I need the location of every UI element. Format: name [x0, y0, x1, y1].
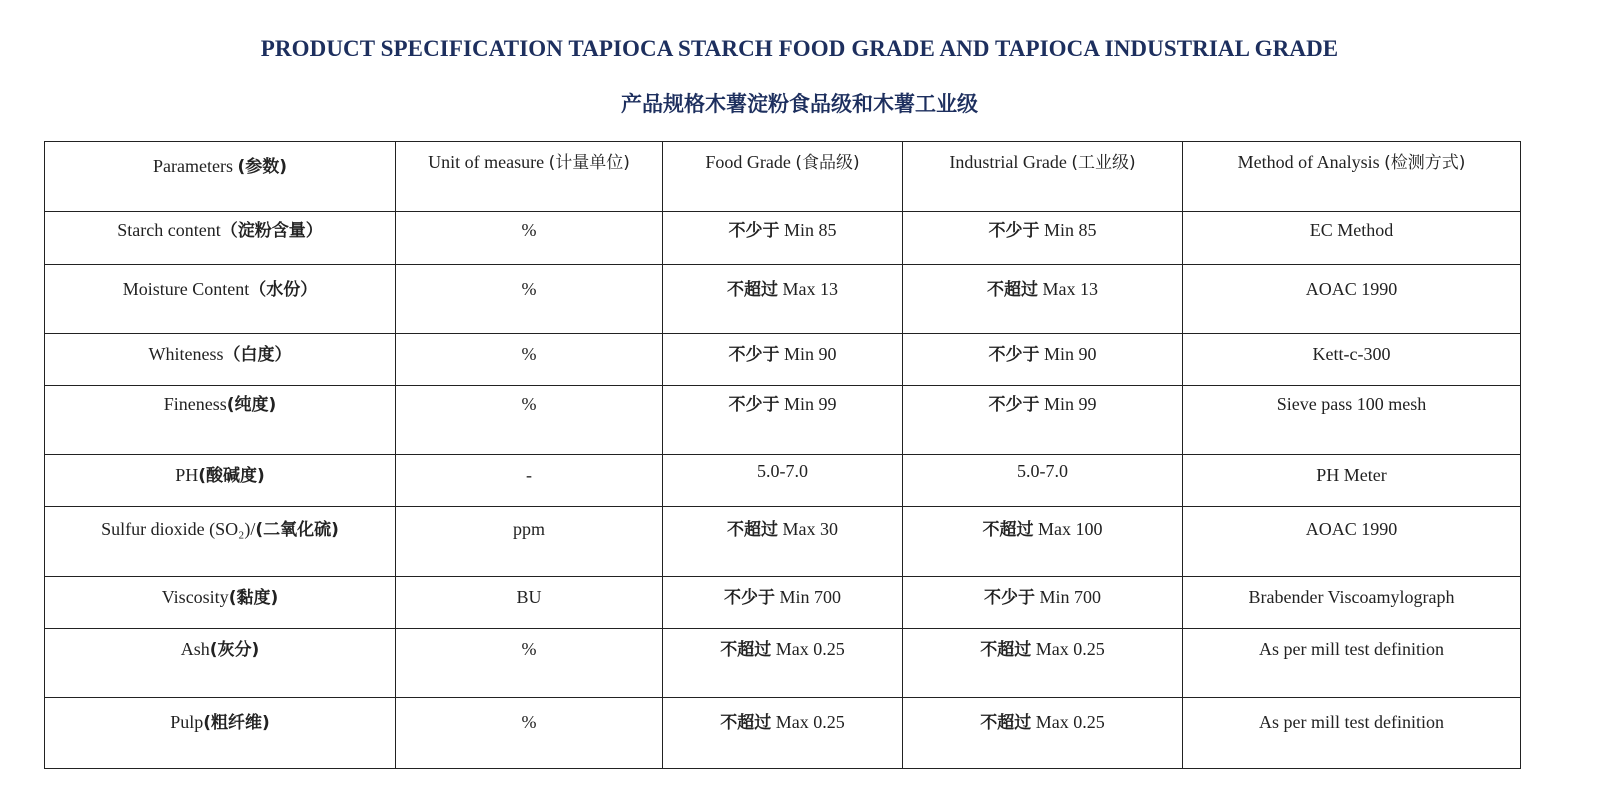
- parameter-name: Viscosity: [161, 586, 229, 607]
- parameter-name-zh: （白度）: [223, 345, 292, 366]
- parameter-name: Whiteness: [148, 344, 224, 365]
- header-food-grade: [663, 142, 903, 212]
- header-label-zh: (工业级): [1071, 153, 1136, 173]
- header-label-zh: (食品级): [795, 153, 860, 173]
- industrial-grade-value: Max 0.25: [1035, 638, 1105, 659]
- industrial-grade-cell: [903, 265, 1183, 334]
- method-value: EC Method: [1309, 220, 1394, 240]
- food-grade-cell: [663, 576, 903, 628]
- food-grade-value: Max 13: [782, 279, 838, 300]
- parameter-name: Fineness: [163, 394, 227, 415]
- header-label-zh: (计量单位): [548, 153, 630, 173]
- industrial-grade-cell: [903, 334, 1183, 386]
- parameter-name: Sulfur dioxide (SO₂)/: [101, 519, 256, 540]
- method-cell: [1183, 455, 1521, 507]
- parameter-name: Ash: [180, 638, 210, 659]
- industrial-grade-value: Max 0.25: [1035, 711, 1105, 732]
- industrial-grade-qualifier: 不超过: [980, 712, 1032, 733]
- industrial-grade-value: Min 85: [1043, 220, 1097, 240]
- parameter-name-zh: (酸碱度): [198, 466, 265, 487]
- method-value: AOAC 1990: [1305, 519, 1398, 540]
- parameter-cell: [45, 455, 396, 507]
- industrial-grade-value: Min 90: [1043, 344, 1097, 365]
- table-row: [45, 212, 1521, 265]
- header-method: [1183, 142, 1521, 212]
- parameter-name: Moisture Content: [122, 279, 250, 300]
- document-subtitle: 产品规格木薯淀粉食品级和木薯工业级: [621, 92, 978, 116]
- table-row: [45, 265, 1521, 334]
- method-value: Kett-c-300: [1312, 344, 1391, 365]
- parameter-cell: [45, 628, 396, 697]
- unit-value: %: [521, 279, 537, 300]
- food-grade-cell: [663, 265, 903, 334]
- food-grade-cell: [663, 628, 903, 697]
- unit-value: %: [521, 711, 537, 732]
- specification-table: [44, 141, 1521, 769]
- method-cell: [1183, 507, 1521, 576]
- food-grade-qualifier: 不超过: [727, 280, 778, 301]
- unit-cell: [396, 697, 663, 768]
- food-grade-cell: [663, 334, 903, 386]
- table-row: [45, 697, 1521, 768]
- industrial-grade-cell: [903, 212, 1183, 265]
- header-label: Method of Analysis: [1237, 152, 1380, 172]
- parameter-name-zh: （水份）: [249, 280, 318, 301]
- parameter-name-zh: (黏度): [228, 587, 279, 608]
- method-value: Brabender Viscoamylograph: [1248, 586, 1455, 607]
- unit-value: ppm: [512, 519, 545, 540]
- industrial-grade-qualifier: 不超过: [987, 280, 1038, 301]
- method-cell: [1183, 265, 1521, 334]
- food-grade-qualifier: 不少于: [728, 221, 780, 241]
- industrial-grade-value: Min 700: [1039, 586, 1101, 607]
- parameter-cell: [45, 576, 396, 628]
- header-unit: [396, 142, 663, 212]
- parameter-name-zh: (灰分): [209, 639, 260, 660]
- table-row: [45, 628, 1521, 697]
- parameter-name-zh: (二氧化硫): [255, 520, 339, 541]
- method-cell: [1183, 697, 1521, 768]
- method-cell: [1183, 212, 1521, 265]
- unit-value: %: [521, 220, 537, 240]
- industrial-grade-cell: [903, 697, 1183, 768]
- food-grade-qualifier: 不超过: [720, 712, 772, 733]
- food-grade-value: Max 30: [782, 519, 838, 540]
- food-grade-value: Max 0.25: [775, 711, 845, 732]
- food-grade-qualifier: 不少于: [723, 587, 775, 608]
- parameter-name-zh: （淀粉含量）: [220, 221, 323, 241]
- table-row: [45, 334, 1521, 386]
- unit-value: BU: [516, 586, 542, 607]
- industrial-grade-value: Max 100: [1038, 519, 1103, 540]
- parameter-cell: [45, 697, 396, 768]
- food-grade-cell: [663, 507, 903, 576]
- food-grade-qualifier: 不超过: [727, 520, 778, 541]
- table-row: [45, 507, 1521, 576]
- unit-value: %: [521, 344, 537, 365]
- parameter-name: Starch content: [117, 220, 221, 240]
- parameter-cell: [45, 265, 396, 334]
- industrial-grade-qualifier: 不少于: [983, 587, 1035, 608]
- food-grade-qualifier: 不超过: [720, 639, 772, 660]
- header-label-zh: (参数): [237, 157, 287, 177]
- industrial-grade-qualifier: 不少于: [988, 345, 1040, 366]
- unit-cell: [396, 212, 663, 265]
- method-cell: [1183, 628, 1521, 697]
- header-label: Unit of measure: [428, 152, 545, 172]
- method-value: As per mill test definition: [1259, 638, 1444, 659]
- food-grade-qualifier: 不少于: [728, 345, 780, 366]
- header-industrial-grade: [903, 142, 1183, 212]
- method-cell: [1183, 576, 1521, 628]
- food-grade-value: Min 90: [783, 344, 837, 365]
- industrial-grade-cell: [903, 386, 1183, 455]
- method-value: Sieve pass 100 mesh: [1276, 394, 1427, 415]
- table-row: [45, 386, 1521, 455]
- header-label: Parameters: [152, 156, 233, 176]
- unit-value: -: [526, 465, 532, 486]
- document-title: PRODUCT SPECIFICATION TAPIOCA STARCH FOOD GRADE AND TAPIOCA INDUSTRIAL GRADE: [260, 36, 1339, 61]
- food-grade-cell: [663, 697, 903, 768]
- industrial-grade-qualifier: 不少于: [988, 221, 1040, 241]
- unit-cell: [396, 507, 663, 576]
- industrial-grade-qualifier: 不少于: [988, 395, 1040, 416]
- header-label: Industrial Grade: [949, 152, 1067, 172]
- unit-cell: [396, 455, 663, 507]
- industrial-grade-value: Min 99: [1043, 394, 1097, 415]
- industrial-grade-value: 5.0-7.0: [1017, 461, 1068, 482]
- parameter-name: PH: [175, 465, 199, 486]
- food-grade-cell: [663, 212, 903, 265]
- header-parameters: [45, 142, 396, 212]
- industrial-grade-cell: [903, 576, 1183, 628]
- industrial-grade-cell: [903, 507, 1183, 576]
- industrial-grade-qualifier: 不超过: [982, 520, 1034, 541]
- unit-cell: [396, 386, 663, 455]
- food-grade-cell: [663, 455, 903, 507]
- table-row: [45, 455, 1521, 507]
- unit-cell: [396, 576, 663, 628]
- header-label-zh: (检测方式): [1384, 153, 1466, 173]
- parameter-name-zh: (粗纤维): [203, 712, 270, 733]
- food-grade-value: 5.0-7.0: [757, 461, 808, 482]
- method-value: As per mill test definition: [1259, 711, 1444, 732]
- food-grade-cell: [663, 386, 903, 455]
- method-cell: [1183, 386, 1521, 455]
- unit-value: %: [521, 638, 537, 659]
- food-grade-value: Max 0.25: [775, 638, 845, 659]
- unit-cell: [396, 628, 663, 697]
- parameter-cell: [45, 386, 396, 455]
- header-label: Food Grade: [705, 152, 791, 172]
- industrial-grade-qualifier: 不超过: [980, 639, 1032, 660]
- method-value: PH Meter: [1316, 465, 1387, 486]
- food-grade-qualifier: 不少于: [728, 395, 780, 416]
- food-grade-value: Min 99: [783, 394, 837, 415]
- method-value: AOAC 1990: [1305, 279, 1398, 300]
- unit-value: %: [521, 394, 537, 415]
- industrial-grade-cell: [903, 628, 1183, 697]
- parameter-cell: [45, 334, 396, 386]
- industrial-grade-value: Max 13: [1042, 279, 1098, 300]
- food-grade-value: Min 85: [783, 220, 837, 240]
- table-row: [45, 576, 1521, 628]
- parameter-cell: [45, 507, 396, 576]
- industrial-grade-cell: [903, 455, 1183, 507]
- parameter-name: Pulp: [170, 711, 204, 732]
- parameter-cell: [45, 212, 396, 265]
- header-row: [45, 142, 1521, 212]
- unit-cell: [396, 265, 663, 334]
- method-cell: [1183, 334, 1521, 386]
- unit-cell: [396, 334, 663, 386]
- food-grade-value: Min 700: [779, 586, 841, 607]
- parameter-name-zh: (纯度): [226, 395, 277, 416]
